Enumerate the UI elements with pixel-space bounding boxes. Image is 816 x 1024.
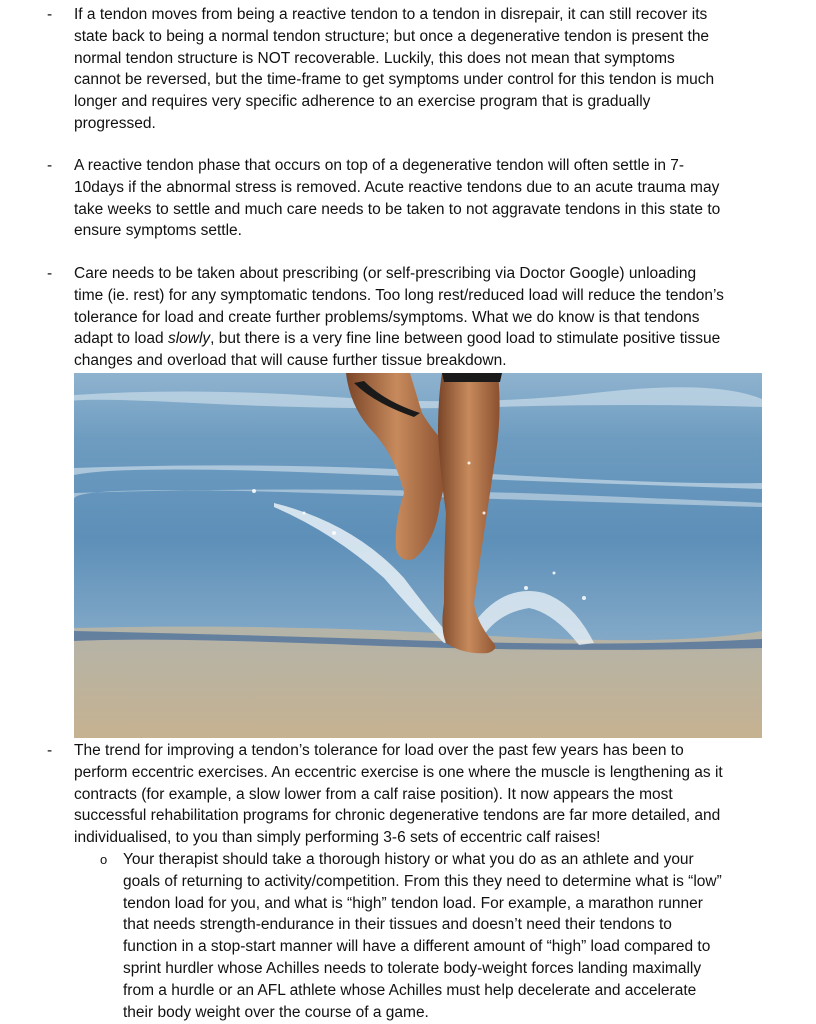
bullet-dash: -: [47, 265, 53, 282]
text-line: their body weight over the course of a game.: [123, 1003, 429, 1021]
text-segment: , but there is a very fine line between good load to stimulate positive tissue: [210, 330, 721, 348]
paragraph-1-text: [74, 4, 774, 135]
bullet-dash: -: [47, 6, 53, 23]
text-segment: adapt to load: [74, 330, 168, 348]
text-line: time (ie. rest) for any symptomatic tendons. Too long rest/reduced load will reduce the tendon’s: [74, 286, 724, 304]
paragraph-4-text: [74, 740, 774, 849]
text-line: successful rehabilitation programs for chronic degenerative tendons are far more detailed, and: [74, 807, 721, 825]
text-line: ensure symptoms settle.: [74, 222, 242, 240]
emphasis-text: slowly: [167, 330, 211, 348]
text-line: A reactive tendon phase that occurs on top of a degenerative tendon will often settle in 7-: [74, 157, 685, 174]
sub-item-text: [123, 849, 773, 1023]
text-line: changes and overload that will cause further tissue breakdown.: [74, 352, 507, 370]
text-line: [74, 328, 774, 350]
beach-runner-photo: [74, 373, 762, 738]
text-line: contracts (for example, a slow lower from a calf raise position). It now appears the most: [74, 785, 673, 803]
text-line: goals of returning to activity/competition. From this they need to determine what is “low”: [123, 872, 722, 890]
text-line: tolerance for load and create further problems/symptoms. What we do know is that tendons: [74, 308, 700, 326]
bullet-dash: -: [47, 157, 53, 174]
text-line: Your therapist should take a thorough history or what you do as an athlete and your: [123, 851, 694, 868]
sub-bullet-circle: o: [100, 852, 108, 867]
text-line: The trend for improving a tendon’s tolerance for load over the past few years has been to: [74, 742, 684, 759]
text-line: individualised, to you than simply performing 3-6 sets of eccentric calf raises!: [74, 829, 601, 847]
bullet-dash: -: [47, 742, 53, 759]
text-line: tendon load for you, and what is “high” tendon load. For example, a marathon runner: [123, 894, 703, 912]
paragraph-2-text: [74, 155, 774, 242]
text-line: progressed.: [74, 114, 156, 132]
text-line: 10days if the abnormal stress is removed. Acute reactive tendons due to an acute trauma may: [74, 178, 720, 196]
text-line: function in a stop-start manner will have a different amount of “high” load compared to: [123, 938, 711, 956]
text-line: take weeks to settle and much care needs to be taken to not aggravate tendons in this state to: [74, 200, 721, 218]
text-line: from a hurdle or an AFL athlete whose Achilles must help decelerate and accelerate: [123, 981, 697, 999]
text-line: perform eccentric exercises. An eccentric exercise is one where the muscle is lengthening as it: [74, 763, 723, 781]
text-line: cannot be reversed, but the time-frame to get symptoms under control for this tendon is much: [74, 71, 715, 89]
text-line: longer and requires very specific adherence to an exercise program that is gradually: [74, 93, 651, 111]
text-line: that needs strength-endurance in their tissues and doesn’t need their tendons to: [123, 916, 672, 934]
text-line: If a tendon moves from being a reactive tendon to a tendon in disrepair, it can still recover its: [74, 6, 708, 23]
text-line: sprint hurdler whose Achilles needs to tolerate body-weight forces landing maximally: [123, 959, 702, 977]
text-line: normal tendon structure is NOT recoverable. Luckily, this does not mean that symptoms: [74, 49, 675, 67]
text-line: state back to being a normal tendon structure; but once a degenerative tendon is present the: [74, 27, 710, 45]
paragraph-3-text: [74, 263, 774, 372]
text-line: Care needs to be taken about prescribing (or self-prescribing via Doctor Google) unloading: [74, 265, 697, 282]
